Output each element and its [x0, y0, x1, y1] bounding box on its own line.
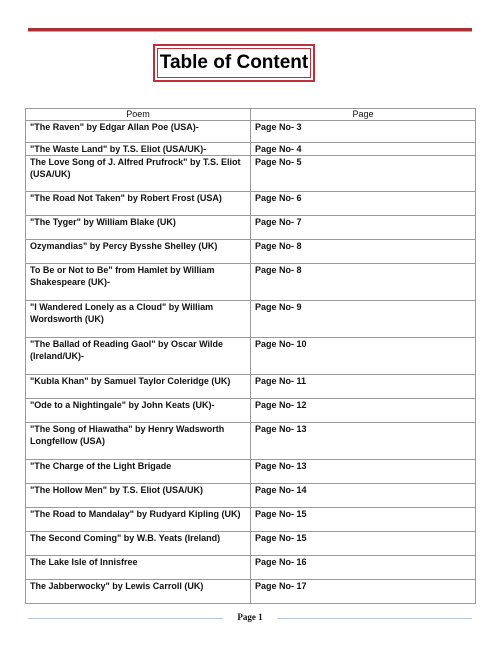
poem-cell: "The Song of Hiawatha" by Henry Wadsworth Longfellow (USA) [26, 423, 251, 460]
page-cell: Page No- 8 [251, 264, 476, 301]
poem-cell: "The Raven" by Edgar Allan Poe (USA)- [26, 121, 251, 143]
page-cell: Page No- 7 [251, 216, 476, 240]
page-cell: Page No- 5 [251, 156, 476, 192]
poem-cell: The Love Song of J. Alfred Prufrock" by T.S. Eliot (USA/UK) [26, 156, 251, 192]
table-row [26, 143, 476, 156]
top-border-rule [28, 28, 472, 32]
footer-rule-left [28, 618, 223, 619]
table-row [26, 240, 476, 264]
header-page: Page [251, 109, 476, 121]
page-cell: Page No- 6 [251, 192, 476, 216]
poem-cell: "Ode to a Nightingale" by John Keats (UK)- [26, 399, 251, 423]
table-row [26, 556, 476, 580]
page-cell: Page No- 12 [251, 399, 476, 423]
poem-cell: "The Waste Land" by T.S. Eliot (USA/UK)- [26, 143, 251, 156]
table-row [26, 399, 476, 423]
poem-cell: "The Charge of the Light Brigade [26, 460, 251, 484]
footer-rule-right [277, 618, 472, 619]
poem-cell: "The Road Not Taken" by Robert Frost (USA) [26, 192, 251, 216]
table-row [26, 532, 476, 556]
page-cell: Page No- 4 [251, 143, 476, 156]
table-row [26, 264, 476, 301]
page-cell: Page No- 8 [251, 240, 476, 264]
table-row [26, 484, 476, 508]
table-row [26, 192, 476, 216]
poem-cell: "The Tyger" by William Blake (UK) [26, 216, 251, 240]
page-cell: Page No- 10 [251, 338, 476, 375]
poem-cell: To Be or Not to Be" from Hamlet by William Shakespeare (UK)- [26, 264, 251, 301]
poem-cell: "Kubla Khan" by Samuel Taylor Coleridge (UK) [26, 375, 251, 399]
page-cell: Page No- 3 [251, 121, 476, 143]
table-row [26, 338, 476, 375]
poem-cell: Ozymandias" by Percy Bysshe Shelley (UK) [26, 240, 251, 264]
page-cell: Page No- 17 [251, 580, 476, 604]
page-cell: Page No- 13 [251, 460, 476, 484]
page-number: Page 1 [237, 612, 263, 622]
page-cell: Page No- 9 [251, 301, 476, 338]
table-header-row [26, 109, 476, 121]
table-row [26, 460, 476, 484]
poem-cell: "The Hollow Men" by T.S. Eliot (USA/UK) [26, 484, 251, 508]
table-row [26, 121, 476, 143]
page-cell: Page No- 16 [251, 556, 476, 580]
poem-cell: "The Road to Mandalay" by Rudyard Kipling (UK) [26, 508, 251, 532]
title-box [153, 44, 315, 82]
page-cell: Page No- 14 [251, 484, 476, 508]
table-row [26, 375, 476, 399]
toc-table [25, 108, 476, 604]
table-row [26, 301, 476, 338]
poem-cell: "I Wandered Lonely as a Cloud" by William Wordsworth (UK) [26, 301, 251, 338]
page-cell: Page No- 13 [251, 423, 476, 460]
table-row [26, 156, 476, 192]
table-row [26, 216, 476, 240]
poem-cell: The Second Coming" by W.B. Yeats (Ireland) [26, 532, 251, 556]
poem-cell: The Jabberwocky" by Lewis Carroll (UK) [26, 580, 251, 604]
table-row [26, 580, 476, 604]
poem-cell: "The Ballad of Reading Gaol" by Oscar Wilde (Ireland/UK)- [26, 338, 251, 375]
header-poem: Poem [26, 109, 251, 121]
page-cell: Page No- 15 [251, 508, 476, 532]
page-title: Table of Content [157, 48, 311, 78]
page-cell: Page No- 11 [251, 375, 476, 399]
poem-cell: The Lake Isle of Innisfree [26, 556, 251, 580]
table-row [26, 508, 476, 532]
table-row [26, 423, 476, 460]
page-cell: Page No- 15 [251, 532, 476, 556]
